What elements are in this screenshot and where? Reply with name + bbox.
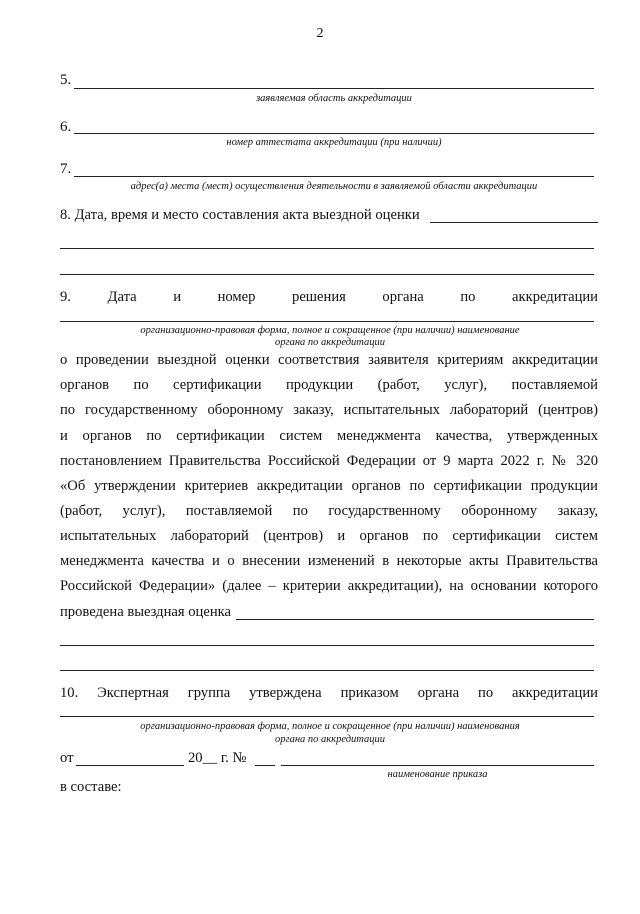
item-10-fill-line[interactable]: [60, 716, 594, 717]
order-name-caption: наименование приказа: [387, 769, 488, 780]
item-9-text-line: постановлением Правительства Российской Федерации от 9 марта 2022 г. № 320: [60, 453, 598, 469]
item-9-assessment-fill-line[interactable]: [236, 619, 594, 620]
item-9-fill-line[interactable]: [60, 321, 594, 322]
item-6-fill-line[interactable]: [74, 133, 594, 134]
item-10-caption-line-2: органа по аккредитации: [274, 734, 386, 745]
item-9-text-line: менеджмента качества и о внесении изменений в некоторые акты Правительства: [60, 553, 598, 569]
item-9-text-line: о проведении выездной оценки соответствия заявителя критериям аккредитации: [60, 352, 598, 368]
item-9-text-line: «Об утверждении критериев аккредитации органов по сертификации продукции: [60, 478, 598, 494]
item-9-text-line: испытательных лабораторий (центров) и органов по сертификации систем: [60, 528, 598, 544]
item-9-text-line: (работ, услуг), поставляемой по государственному оборонному заказу,: [60, 503, 598, 519]
item-8-label: 8. Дата, время и место составления акта выездной оценки: [60, 207, 420, 223]
item-7-caption: адрес(а) места (мест) осуществления деятельности в заявляемой области аккредитации: [130, 181, 538, 192]
item-9-last-line: проведена выездная оценка: [60, 604, 231, 620]
item-8-extra-line-1[interactable]: [60, 248, 594, 249]
item-5-caption: заявляемая область аккредитации: [256, 93, 412, 104]
item-9-extra-line-1[interactable]: [60, 645, 594, 646]
item-5-number: 5.: [60, 72, 72, 88]
composition-label: в составе:: [60, 779, 122, 795]
item-6-caption: номер аттестата аккредитации (при наличии): [226, 137, 442, 148]
order-from-label: от: [60, 750, 74, 766]
item-6-number: 6.: [60, 119, 72, 135]
item-8-extra-line-2[interactable]: [60, 274, 594, 275]
item-7-fill-line[interactable]: [74, 176, 594, 177]
item-5-fill-line[interactable]: [74, 88, 594, 89]
item-8-fill-line[interactable]: [430, 222, 598, 223]
order-date-fill-line[interactable]: [76, 765, 184, 766]
item-9-caption-line-1: организационно-правовая форма, полное и сокращенное (при наличии) наименование: [140, 325, 520, 336]
item-10-label: 10. Экспертная группа утверждена приказом органа по аккредитации: [60, 685, 598, 701]
item-10-caption-line-1: организационно-правовая форма, полное и сокращенное (при наличии) наименования: [140, 721, 520, 732]
item-9-caption-line-2: органа по аккредитации: [274, 337, 386, 348]
order-number-fill-line[interactable]: [255, 765, 275, 766]
item-9-label: 9. Дата и номер решения органа по аккредитации: [60, 289, 598, 305]
order-year-number-label: 20__ г. №: [188, 750, 247, 766]
item-9-text-line: и органов по сертификации систем менеджмента качества, утвержденных: [60, 428, 598, 444]
item-9-text-line: Российской Федерации» (далее – критерии аккредитации), на основании которого: [60, 578, 598, 594]
item-9-text-line: по государственному оборонному заказу, испытательных лабораторий (центров): [60, 402, 598, 418]
page-number: 2: [316, 26, 324, 41]
order-name-fill-line[interactable]: [281, 765, 594, 766]
item-7-number: 7.: [60, 161, 72, 177]
item-9-text-line: органов по сертификации продукции (работ, услуг), поставляемой: [60, 377, 598, 393]
item-9-extra-line-2[interactable]: [60, 670, 594, 671]
